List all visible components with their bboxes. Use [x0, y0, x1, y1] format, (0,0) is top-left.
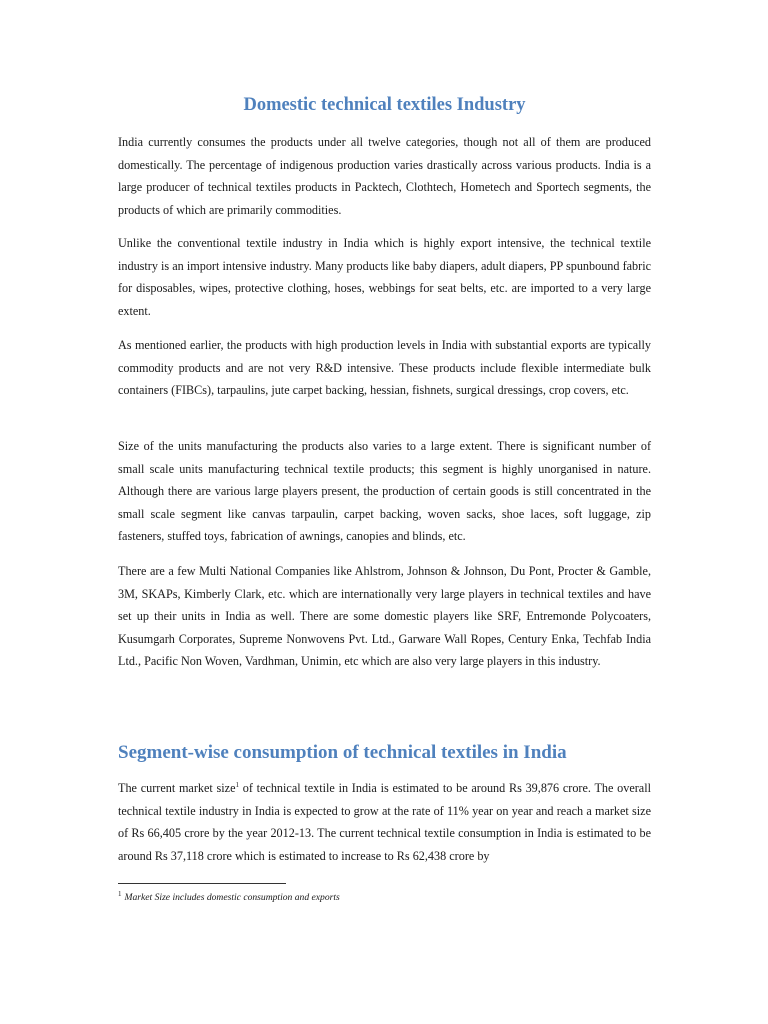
footnote	[118, 889, 340, 903]
footnote-reference: 1	[235, 780, 239, 789]
market-size-text-rest: of technical textile in India is estimated to be around Rs 39,876 crore. The overall technical textile industry in India is expected to grow at the rate of 11% year on year and reach a market size of Rs 66,405 crore by the year 2012-13. The current technical textile consumption in India is estimated to be around Rs 37,118 crore which is estimated to increase to Rs 62,438 crore by	[118, 781, 651, 863]
paragraph-market-size	[118, 777, 651, 867]
section-heading-segment-wise: Segment-wise consumption of technical textiles in India	[118, 742, 567, 763]
footnote-text: Market Size includes domestic consumption and exports	[124, 892, 340, 903]
paragraph-commodity-products: As mentioned earlier, the products with high production levels in India with substantial exports are typically commodity products and are not very R&D intensive. These products include flexible intermediate bulk containers (FIBCs), tarpaulins, jute carpet backing, hessian, fishnets, surgical dressings, crop covers, etc.	[118, 338, 651, 398]
paragraph-unit-sizes: Size of the units manufacturing the products also varies to a large extent. There is significant number of small scale units manufacturing technical textile products; this segment is highly unorganised in nature. Although there are various large players present, the production of certain goods is still concentrated in the small scale segment like canvas tarpaulin, carpet backing, woven sacks, shoe laces, soft luggage, zip fasteners, stuffed toys, fabrication of awnings, canopies and blinds, etc.	[118, 439, 651, 544]
section-heading-domestic: Domestic technical textiles Industry	[243, 95, 526, 115]
paragraph-consumption: India currently consumes the products under all twelve categories, though not all of them are produced domestically. The percentage of indigenous production varies drastically across various products. India is a large producer of technical textiles products in Packtech, Clothtech, Hometech and Sportech segments, the products of which are primarily commodities.	[118, 135, 651, 217]
paragraph-players: There are a few Multi National Companies like Ahlstrom, Johnson & Johnson, Du Pont, Procter & Gamble, 3M, SKAPs, Kimberly Clark, etc. which are internationally very large players in technical textiles and have set up their units in India as well. There are some domestic players like SRF, Entremonde Polycoaters, Kusumgarh Corporates, Supreme Nonwovens Pvt. Ltd., Garware Wall Ropes, Century Enka, Techfab India Ltd., Pacific Non Woven, Vardhman, Unimin, etc which are also very large players in this industry.	[118, 564, 651, 669]
footnote-separator	[118, 883, 286, 884]
footnote-number: 1	[118, 889, 122, 898]
paragraph-import-intensive: Unlike the conventional textile industry in India which is highly export intensive, the technical textile industry is an import intensive industry. Many products like baby diapers, adult diapers, PP spunbound fabric for disposables, wipes, protective clothing, hoses, webbings for seat belts, etc. are imported to a very large extent.	[118, 236, 651, 318]
market-size-text-start: The current market size	[118, 781, 236, 795]
